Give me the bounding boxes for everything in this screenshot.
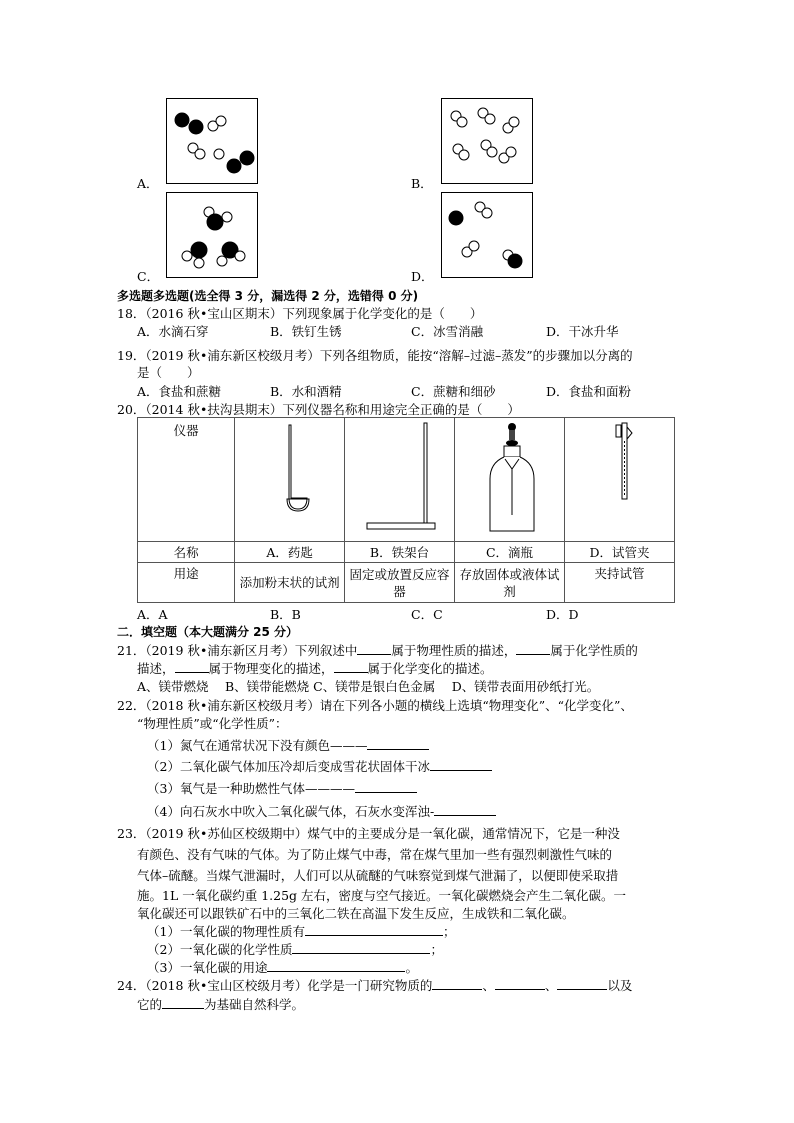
dropper-bottle-cell — [454, 418, 564, 542]
q19-stem-line2: 是（ ） — [137, 365, 200, 380]
q21-blank-3[interactable] — [175, 660, 209, 673]
use-test-tube-clamp: 夹持试管 — [564, 563, 674, 603]
q22-blank-4[interactable] — [434, 803, 496, 816]
q23-blank-3[interactable] — [267, 959, 405, 972]
name-test-tube-clamp: D．试管夹 — [564, 542, 674, 563]
q23-item-1-end: ； — [442, 924, 456, 939]
molecule-diagram-b — [442, 99, 532, 183]
q20-option-d[interactable]: D．D — [546, 607, 579, 622]
q24-blank-1[interactable] — [432, 977, 482, 990]
q22-item-3 — [147, 779, 417, 797]
q24-text-2b: 为基础自然科学。 — [204, 997, 305, 1012]
q23-line3: 气体–硫醚。当煤气泄漏时，人们可以从硫醚的气味察觉到煤气泄漏了，以便即使采取措 — [137, 868, 619, 883]
q23-blank-1[interactable] — [305, 923, 443, 936]
q22-stem-line1: 22．（2018 秋•浦东新区校级月考）请在下列各小题的横线上选填“物理变化”、“化学变化”、 — [117, 698, 633, 713]
row-header-name: 名称 — [138, 542, 235, 563]
q24-text-1b: 以及 — [607, 978, 633, 993]
q21-text-1a: 21．（2019 秋•浦东新区月考）下列叙述中 — [117, 643, 358, 658]
q21-text-2c: 属于化学变化的描述。 — [367, 661, 493, 676]
q24-sep-2: 、 — [544, 978, 558, 993]
q21-blank-1[interactable] — [357, 642, 391, 655]
use-iron-stand: 固定或放置反应容器 — [344, 563, 454, 603]
q18-stem: 18．（2016 秋•宝山区期末）下列现象属于化学变化的是（ ） — [117, 306, 483, 321]
q22-item-4 — [147, 802, 496, 820]
q24-blank-4[interactable] — [162, 996, 204, 1009]
name-dropper-bottle: C．滴瓶 — [454, 542, 564, 563]
q20-stem: 20．（2014 秋•扶沟县期末）下列仪器名称和用途完全正确的是（ ） — [117, 402, 520, 417]
q24-line2 — [137, 995, 304, 1013]
test-tube-clamp-cell — [564, 418, 674, 542]
use-dropper-bottle: 存放固体或液体试剂 — [454, 563, 564, 603]
q21-blank-4[interactable] — [334, 660, 368, 673]
q23-line4: 施。1L 一氧化碳约重 1.25g 左右，密度与空气接近。一氧化碳燃烧会产生二氧化碳。一 — [137, 888, 627, 903]
q21-text-2b: 属于物理变化的描述， — [208, 661, 334, 676]
q17-option-b-label: B． — [411, 176, 433, 191]
q17-option-c-diagram — [166, 192, 258, 278]
use-spoon: 添加粉末状的试剂 — [235, 563, 345, 603]
q21-line3: A、镁带燃烧 B、镁带能燃烧 C、镁带是银白色金属 D、镁带表面用砂纸打光。 — [137, 679, 600, 694]
q19-stem-line1: 19．（2019 秋•浦东新区校级月考）下列各组物质，能按“溶解–过滤–蒸发”的步骤加以分离的 — [117, 348, 633, 363]
test-tube-clamp-icon — [567, 419, 672, 537]
q23-item-2-text: （2）一氧化碳的化学性质 — [147, 942, 293, 957]
q22-blank-1[interactable] — [367, 737, 429, 750]
q21-line2 — [137, 659, 493, 677]
q22-item-2 — [147, 757, 492, 775]
multi-choice-heading: 多选题多选题(选全得 3 分，漏选得 2 分，选错得 0 分) — [117, 289, 419, 303]
q24-blank-3[interactable] — [557, 977, 607, 990]
q23-item-2-end: ； — [430, 942, 443, 957]
instrument-table — [137, 417, 675, 603]
row-header-use: 用途 — [138, 563, 235, 603]
q22-blank-2[interactable] — [430, 758, 492, 771]
spoon-cell — [235, 418, 345, 542]
q19-option-c[interactable]: C．蔗糖和细砂 — [411, 384, 496, 399]
q18-option-a[interactable]: A．水滴石穿 — [137, 324, 209, 339]
q19-option-b[interactable]: B．水和酒精 — [270, 384, 342, 399]
q21-text-1b: 属于物理性质的描述， — [391, 643, 517, 658]
q23-line1: 23．（2019 秋•苏仙区校级期中）煤气中的主要成分是一氧化碳，通常情况下，它是一种没 — [117, 826, 620, 841]
q20-option-c[interactable]: C．C — [411, 607, 443, 622]
q22-blank-3[interactable] — [355, 780, 417, 793]
q20-option-a[interactable]: A．A — [137, 607, 168, 622]
q19-option-d[interactable]: D．食盐和面粉 — [546, 384, 632, 399]
q24-text-2a: 它的 — [137, 997, 163, 1012]
q18-option-d[interactable]: D．干冰升华 — [546, 324, 619, 339]
q21-line1 — [117, 641, 638, 659]
q20-option-b[interactable]: B．B — [270, 607, 301, 622]
q23-item-2 — [147, 940, 443, 958]
q23-line2: 有颜色、没有气味的气体。为了防止煤气中毒，常在煤气里加一些有强烈刺激性气味的 — [137, 847, 613, 862]
q17-option-b-diagram — [441, 98, 533, 184]
q23-item-3-text: （3）一氧化碳的用途 — [147, 960, 268, 975]
q22-stem-line2: “物理性质”或“化学性质”： — [137, 716, 288, 731]
iron-stand-cell — [344, 418, 454, 542]
q24-blank-2[interactable] — [495, 977, 545, 990]
dropper-bottle-icon — [457, 419, 562, 537]
q19-option-a[interactable]: A．食盐和蔗糖 — [137, 384, 222, 399]
name-iron-stand: B．铁架台 — [344, 542, 454, 563]
q23-item-3 — [147, 958, 418, 976]
molecule-diagram-c — [167, 193, 257, 277]
q22-item-3-text: （3）氧气是一种助燃性气体———— — [147, 781, 355, 796]
q17-option-a-diagram — [166, 98, 258, 184]
q18-option-b[interactable]: B．铁钉生锈 — [270, 324, 342, 339]
q17-option-a-label: A． — [137, 176, 159, 191]
q23-item-3-end: 。 — [405, 960, 418, 975]
q21-text-2a: 描述， — [137, 661, 175, 676]
q17-option-c-label: C． — [137, 269, 160, 284]
q21-text-1c: 属于化学性质的 — [550, 643, 638, 658]
q23-blank-2[interactable] — [292, 941, 430, 954]
iron-stand-icon — [347, 419, 452, 537]
q24-line1 — [117, 976, 632, 994]
q22-item-2-text: （2）二氧化碳气体加压冷却后变成雪花状固体干冰 — [147, 759, 430, 774]
q22-item-1 — [147, 736, 429, 754]
molecule-diagram-a — [167, 99, 257, 183]
q23-line5: 氧化碳还可以跟铁矿石中的三氧化二铁在高温下发生反应，生成铁和二氧化碳。 — [137, 906, 575, 921]
spoon-icon — [240, 419, 340, 537]
q24-sep-1: 、 — [482, 978, 495, 993]
name-spoon: A．药匙 — [235, 542, 345, 563]
row-header-instrument: 仪器 — [138, 418, 235, 542]
q23-item-1 — [147, 922, 455, 940]
q21-blank-2[interactable] — [516, 642, 550, 655]
molecule-diagram-d — [442, 193, 532, 277]
section-fill-in-heading: 二．填空题（本大题满分 25 分） — [117, 625, 299, 639]
q17-option-d-diagram — [441, 192, 533, 278]
q24-text-1a: 24．（2018 秋•宝山区校级月考）化学是一门研究物质的 — [117, 978, 433, 993]
q22-item-4-text: （4）向石灰水中吹入二氧化碳气体，石灰水变浑浊- — [147, 804, 435, 819]
q22-item-1-text: （1）氮气在通常状况下没有颜色——— — [147, 738, 368, 753]
q17-option-d-label: D． — [411, 269, 434, 284]
q23-item-1-text: （1）一氧化碳的物理性质有 — [147, 924, 305, 939]
q18-option-c[interactable]: C．冰雪消融 — [411, 324, 484, 339]
